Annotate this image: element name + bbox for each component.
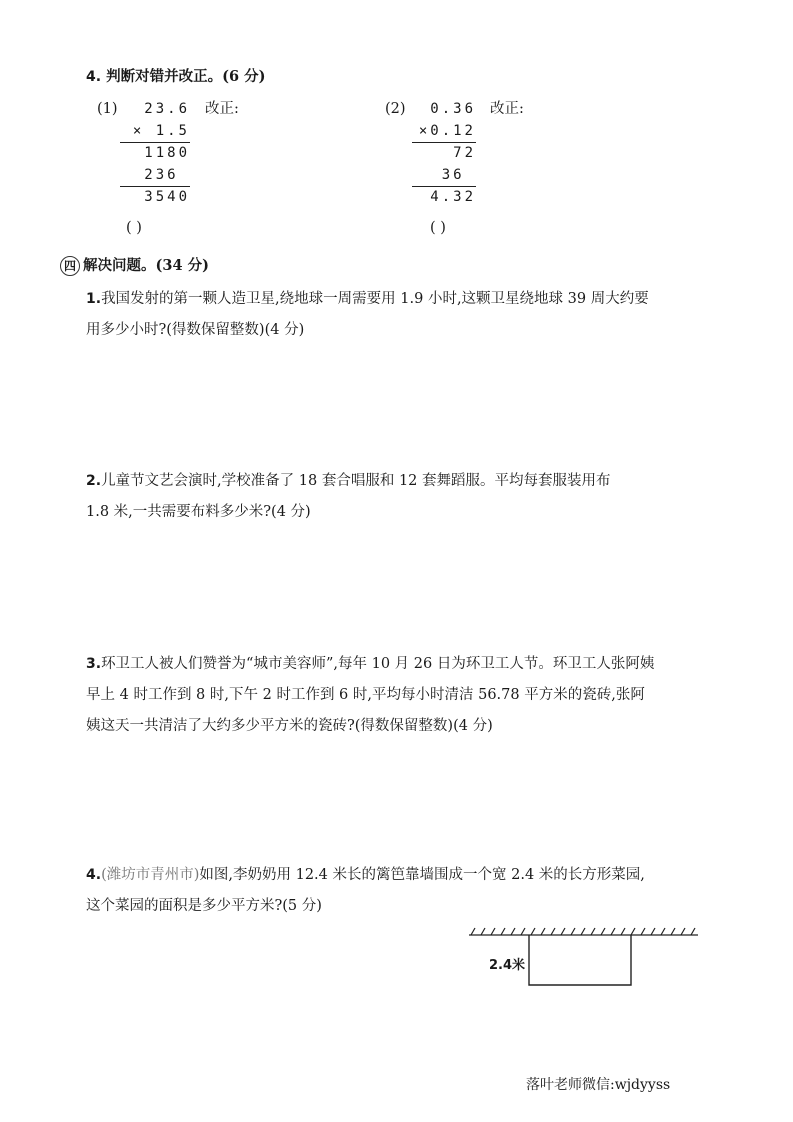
section-badge: 四 <box>60 256 80 276</box>
calc-line: 36 <box>441 167 476 183</box>
item-2-correction-label: 改正: <box>490 101 524 117</box>
problem-1 <box>86 284 649 346</box>
footer-text: 落叶老师微信:wjdyyss <box>526 1077 671 1093</box>
problem-text: 早上 4 时工作到 8 时,下午 2 时工作到 6 时,平均每小时清洁 56.78 平方米的瓷砖,张阿 <box>86 687 645 703</box>
problem-number: 1. <box>86 291 102 307</box>
problem-text: 这个菜园的面积是多少平方米?(5 分) <box>86 898 322 914</box>
problem-text: 用多少小时?(得数保留整数)(4 分) <box>86 322 305 338</box>
section-title: 解决问题。(34 分) <box>83 257 209 274</box>
problem-text: 环卫工人被人们赞誉为“城市美容师”,每年 10 月 26 日为环卫工人节。环卫工人张阿姨 <box>101 656 655 672</box>
problem-2 <box>86 466 611 528</box>
item-1-label: (1) <box>97 101 118 117</box>
question-title: 判断对错并改正。(6 分) <box>106 68 266 85</box>
calc-line: 23.6 <box>144 101 190 117</box>
calc-line: 3540 <box>144 189 190 205</box>
problem-text: 姨这天一共清洁了大约多少平方米的瓷砖?(得数保留整数)(4 分) <box>86 718 493 734</box>
garden-width-label: 2.4米 <box>488 958 525 973</box>
calc-line: 1180 <box>144 145 190 161</box>
item-1-answer-blank[interactable]: ( ) <box>126 220 142 236</box>
problem-text: 如图,李奶奶用 12.4 米长的篱笆靠墙围成一个宽 2.4 米的长方形菜园, <box>199 867 645 883</box>
calc-line: × 1.5 <box>132 123 190 139</box>
problem-text: 我国发射的第一颗人造卫星,绕地球一周需要用 1.9 小时,这颗卫星绕地球 39 周大约要 <box>101 291 649 307</box>
problem-3 <box>86 649 654 742</box>
item-2-label: (2) <box>385 101 406 117</box>
calc-line: 72 <box>453 145 476 161</box>
problem-number: 3. <box>86 656 102 672</box>
calc-line: 0.36 <box>430 101 476 117</box>
item-2-answer-blank[interactable]: ( ) <box>430 220 446 236</box>
item-1-calculation <box>118 99 190 209</box>
calc-line: ×0.12 <box>418 123 476 139</box>
wall-hatching <box>469 928 698 935</box>
garden-rectangle <box>529 935 631 985</box>
question-number: 4. <box>86 69 102 85</box>
calc-line: 236 <box>144 167 190 183</box>
problem-4 <box>86 860 645 922</box>
item-1-correction-label: 改正: <box>205 101 239 117</box>
problem-text: 儿童节文艺会演时,学校准备了 18 套合唱服和 12 套舞蹈服。平均每套服装用布 <box>101 473 611 489</box>
problem-number: 4. <box>86 867 102 883</box>
calc-line: 4.32 <box>430 189 476 205</box>
problem-text: 1.8 米,一共需要布料多少米?(4 分) <box>86 504 311 520</box>
question-4-heading <box>86 67 265 87</box>
problem-source: (潍坊市青州市) <box>101 867 200 883</box>
garden-figure <box>465 925 705 991</box>
item-2-calculation <box>404 99 476 209</box>
problem-number: 2. <box>86 473 102 489</box>
